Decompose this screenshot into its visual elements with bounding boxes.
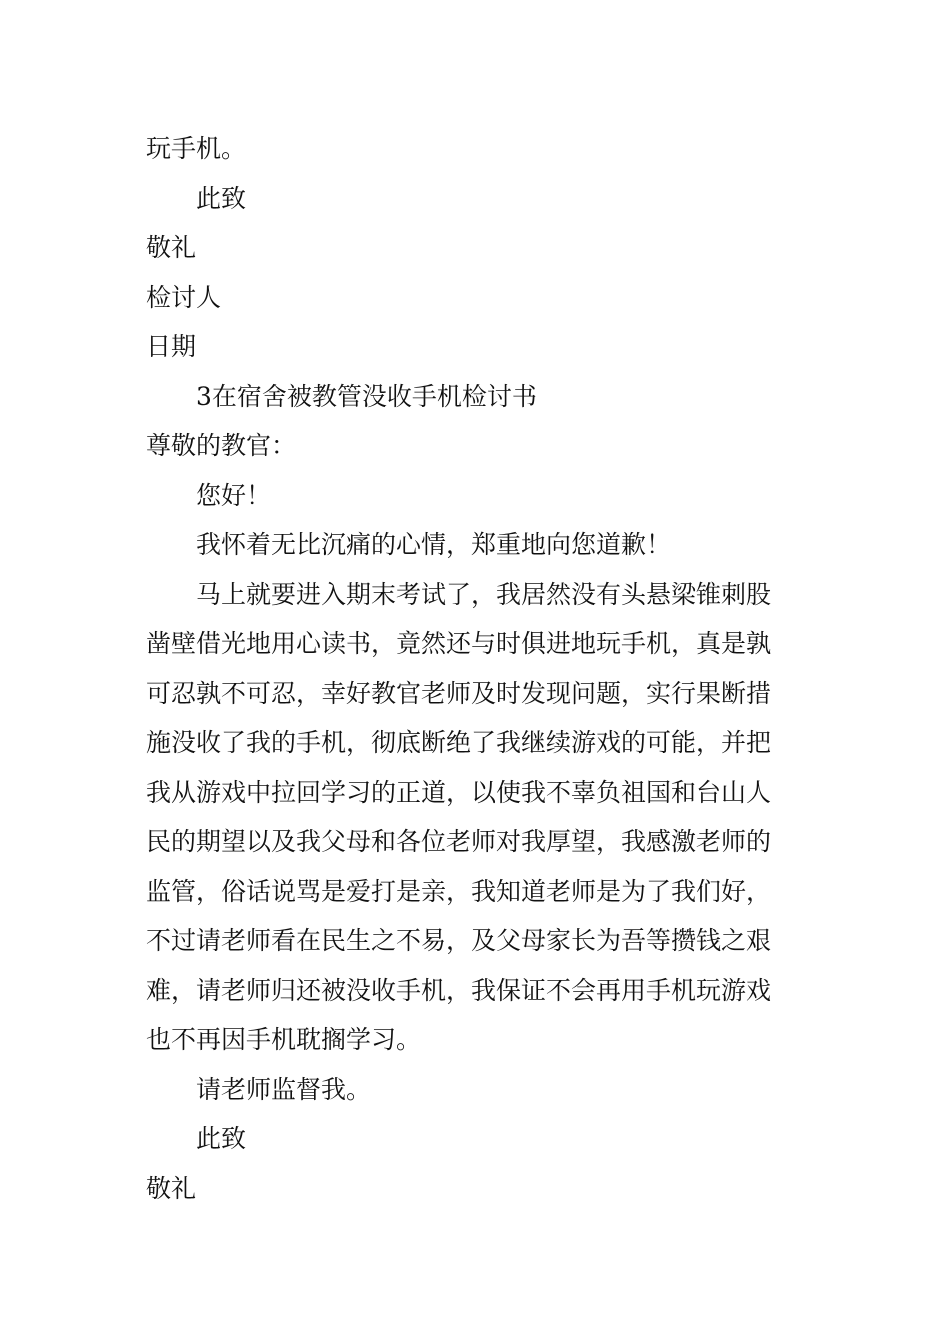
- text-line: 民的期望以及我父母和各位老师对我厚望，我感激老师的: [146, 827, 772, 856]
- text-line: 我从游戏中拉回学习的正道，以使我不辜负祖国和台山人: [146, 777, 772, 807]
- text-line: 难，请老师归还被没收手机，我保证不会再用手机玩游戏: [146, 975, 772, 1005]
- text-line: 可忍孰不可忍，幸好教官老师及时发现问题，实行果断措: [146, 678, 772, 708]
- text-line: 敬礼: [146, 1173, 197, 1203]
- text-line: 我怀着无比沉痛的心情，郑重地向您道歉！: [196, 530, 672, 559]
- text-line: 此致: [196, 183, 247, 213]
- text-line: 请老师监督我。: [196, 1074, 372, 1104]
- text-line: 敬礼: [146, 233, 197, 262]
- text-line: 不过请老师看在民生之不易，及父母家长为吾等攒钱之艰: [146, 926, 772, 955]
- document-body: [146, 124, 808, 1213]
- text-line: 施没收了我的手机，彻底断绝了我继续游戏的可能，并把: [146, 728, 772, 757]
- text-line: 玩手机。: [146, 134, 247, 163]
- text-line: 马上就要进入期末考试了，我居然没有头悬梁锥刺股: [196, 579, 772, 609]
- text-line: 此致: [196, 1124, 247, 1153]
- text-line: 凿壁借光地用心读书，竟然还与时俱进地玩手机，真是孰: [146, 629, 772, 658]
- salutation: 尊敬的教官：: [146, 431, 297, 460]
- section-title: 3在宿舍被教管没收手机检讨书: [196, 381, 537, 411]
- text-line: 监管，俗话说骂是爱打是亲，我知道老师是为了我们好，: [146, 876, 772, 906]
- text-line: 检讨人: [146, 282, 222, 312]
- text-line: 日期: [146, 332, 197, 361]
- text-line: 您好！: [196, 480, 272, 510]
- text-line: 也不再因手机耽搁学习。: [146, 1025, 422, 1054]
